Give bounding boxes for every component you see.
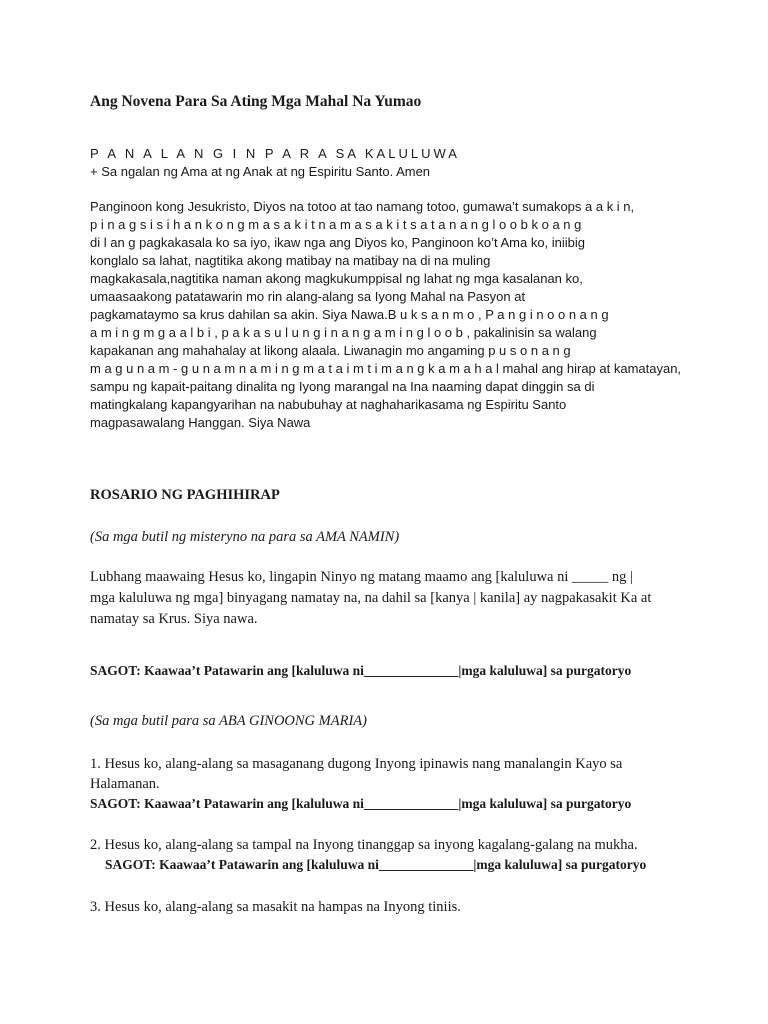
paragraph-line: matingkalang kapangyarihan na nabubuhay at naghaharikasama ng Espiritu Santo	[90, 397, 567, 412]
paragraph-line: konglalo sa lahat, nagtitika akong matibay na matibay na di na muling	[90, 253, 491, 268]
paragraph-line: pagkamataymo sa krus dahilan sa akin. Siya Nawa.B u k s a n m o , P a n g i n o o n a n g	[90, 307, 609, 322]
list-item-line: 3. Hesus ko, alang-alang sa masakit na hampas na Inyong tiniis.	[90, 899, 461, 915]
paragraph-line: Panginoon kong Jesukristo, Diyos na totoo at tao namang totoo, gumawa’t sumakops a a k i n,	[90, 199, 635, 214]
prayer-line: namatay sa Krus. Siya nawa.	[90, 611, 258, 627]
list-item-line: Halamanan.	[90, 776, 160, 792]
paragraph-line: p i n a g s i s i h a n k o n g m a s a k i t n a m a s a k i t s a t a n a n g l o o b k o a n g	[90, 217, 582, 232]
paragraph-line: m a g u n a m - g u n a m n a m i n g m a t a i m t i m a n g k a m a h a l mahal ang hirap at kamatayan,	[90, 361, 682, 376]
ama-namin-note: (Sa mga butil ng misteryno na para sa AMA NAMIN)	[90, 529, 400, 545]
document-title: Ang Novena Para Sa Ating Mga Mahal Na Yumao	[90, 93, 422, 110]
paragraph-line: a m i n g m g a a l b i , p a k a s u l u n g i n a n g a m i n g l o o b , pakalinisin sa walang	[90, 325, 597, 340]
paragraph-line: di l an g pagkakasala ko sa iyo, ikaw nga ang Diyos ko, Panginoon ko’t Ama ko, iniibig	[90, 235, 586, 250]
rosario-heading: ROSARIO NG PAGHIHIRAP	[90, 487, 280, 503]
paragraph-line: magpasawalang Hanggan. Siya Nawa	[90, 415, 311, 430]
paragraph-line: magkakasala,nagtitika naman akong magkukumppisal ng lahat ng mga kasalanan ko,	[90, 271, 583, 286]
list-item-line: 1. Hesus ko, alang-alang sa masaganang dugong Inyong ipinawis nang manalangin Kayo sa	[90, 756, 623, 772]
paragraph-line: kapakanan ang mahahalay at likong alaala. Liwanagin mo angaming p u s o n a n g	[90, 343, 571, 358]
sign-of-cross-line: + Sa ngalan ng Ama at ng Anak at ng Espiritu Santo. Amen	[90, 164, 431, 179]
sagot-response: SAGOT: Kaawaa’t Patawarin ang [kaluluwa ni______________|mga kaluluwa] sa purgatoryo	[90, 796, 632, 811]
aba-ginoong-maria-note: (Sa mga butil para sa ABA GINOONG MARIA)	[90, 713, 367, 729]
paragraph-line: sampu ng kapait-paitang dinalita ng Iyong marangal na Ina naaming dapat dinggin sa di	[90, 379, 595, 394]
prayer-line: mga kaluluwa ng mga] binyagang namatay na, na dahil sa [kanya | kanila] ay nagpakasakit Ka at	[90, 590, 652, 606]
sagot-response: SAGOT: Kaawaa’t Patawarin ang [kaluluwa ni______________|mga kaluluwa] sa purgatoryo	[105, 857, 647, 872]
paragraph-line: umaasaakong patatawarin mo rin alang-alang sa Iyong Mahal na Pasyon at	[90, 289, 526, 304]
sagot-response: SAGOT: Kaawaa’t Patawarin ang [kaluluwa ni______________|mga kaluluwa] sa purgatoryo	[90, 663, 632, 678]
prayer-line: Lubhang maawaing Hesus ko, lingapin Ninyo ng matang maamo ang [kaluluwa ni _____ ng |	[90, 569, 633, 585]
panalangin-heading: P A N A L A N G I N P A R A SA KALULUWA	[90, 146, 460, 161]
list-item-line: 2. Hesus ko, alang-alang sa tampal na Inyong tinanggap sa inyong kagalang-galang na mukha.	[90, 837, 638, 853]
